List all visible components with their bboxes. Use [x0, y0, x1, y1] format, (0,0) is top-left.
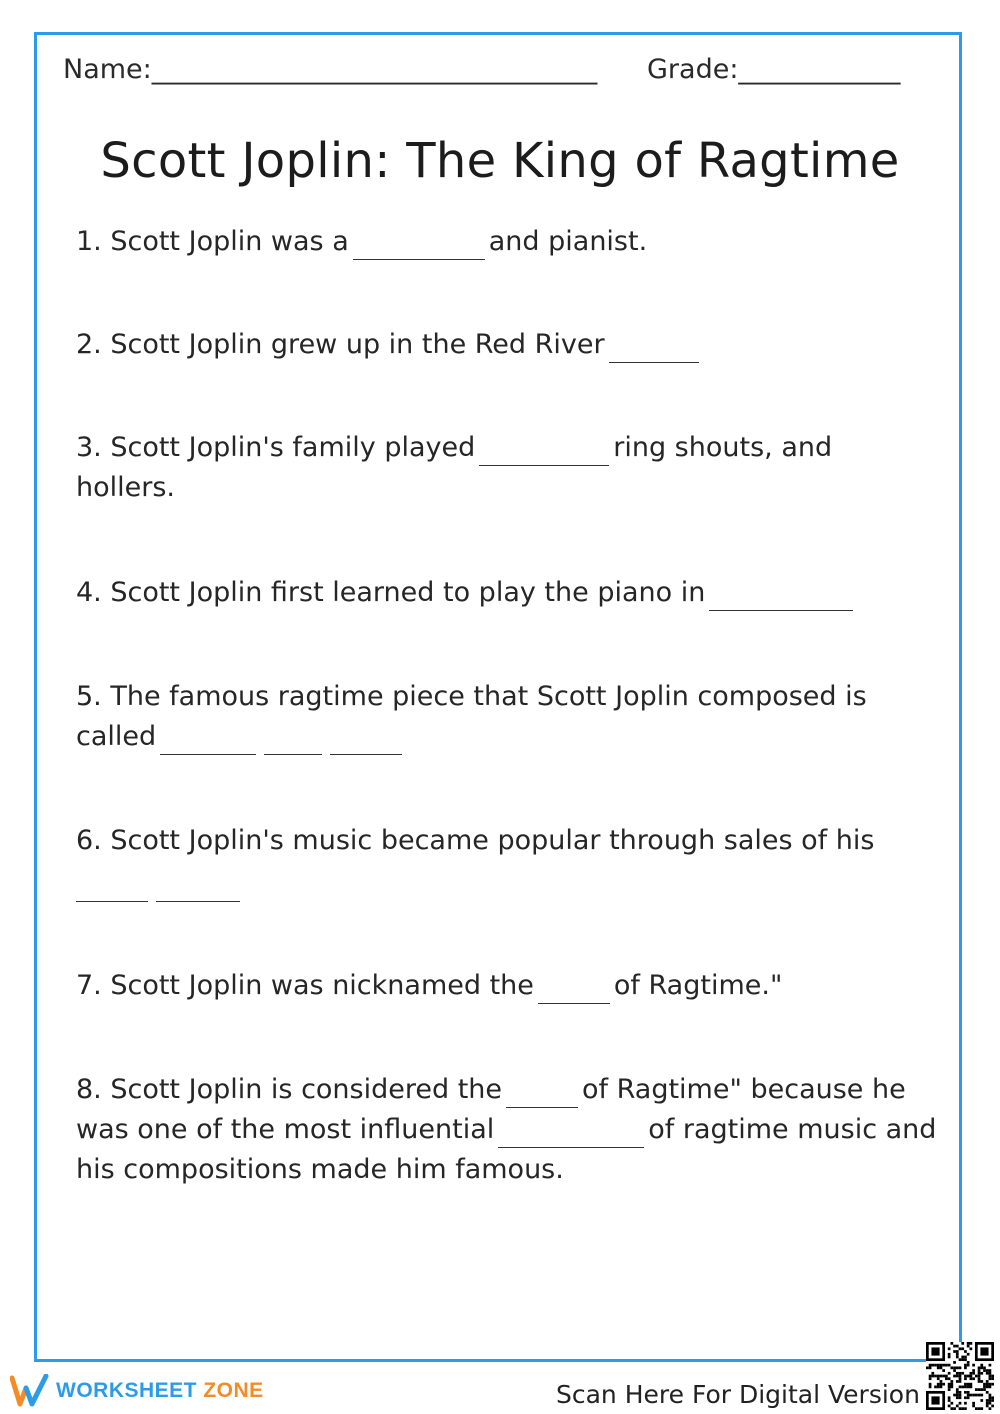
answer-blank[interactable]	[538, 976, 610, 1004]
scan-instruction: Scan Here For Digital Version	[556, 1380, 920, 1409]
qr-code-icon[interactable]	[926, 1342, 994, 1410]
question-6	[76, 821, 956, 861]
logo-word-1: WORKSHEET	[56, 1379, 197, 1402]
answer-blank[interactable]	[709, 583, 853, 611]
grade-field[interactable]: Grade:____________	[647, 54, 901, 85]
answer-blank[interactable]	[160, 727, 256, 755]
answer-blank[interactable]	[156, 874, 240, 902]
header-line	[63, 50, 943, 90]
question-7-text-end: of Ragtime."	[613, 970, 783, 1001]
worksheetzone-logo[interactable]	[10, 1374, 264, 1408]
answer-blank[interactable]	[264, 727, 322, 755]
question-8	[76, 1070, 956, 1190]
answer-blank[interactable]	[353, 232, 485, 260]
question-4	[76, 573, 956, 613]
answer-blank[interactable]	[330, 727, 402, 755]
question-1-text-end: and pianist.	[488, 226, 648, 257]
question-3-text-mid: ring shouts, and	[613, 432, 833, 463]
question-7	[76, 966, 956, 1006]
answer-blank[interactable]	[609, 335, 699, 363]
question-8-text-line2-end: of ragtime music and	[648, 1114, 937, 1145]
question-8-text-end: his compositions made him famous.	[76, 1154, 564, 1185]
question-1	[76, 222, 956, 262]
question-5-text: 5. The famous ragtime piece that Scott Joplin composed is	[76, 681, 867, 712]
answer-blank[interactable]	[76, 874, 148, 902]
question-4-text: 4. Scott Joplin first learned to play the piano in	[76, 577, 706, 608]
question-6-text: 6. Scott Joplin's music became popular through sales of his	[76, 825, 875, 856]
question-3-text-end: hollers.	[76, 472, 175, 503]
question-5-text-end: called	[76, 721, 157, 752]
worksheet-title: Scott Joplin: The King of Ragtime	[100, 133, 900, 189]
question-3-text: 3. Scott Joplin's family played	[76, 432, 476, 463]
question-8-text-mid: of Ragtime" because he	[582, 1074, 906, 1105]
question-2	[76, 325, 956, 365]
question-5	[76, 677, 956, 757]
name-field[interactable]: Name:_________________________________	[63, 54, 598, 85]
answer-blank[interactable]	[498, 1120, 644, 1148]
question-3	[76, 428, 956, 508]
question-8-text-line2: was one of the most influential	[76, 1114, 495, 1145]
answer-blank[interactable]	[506, 1080, 578, 1108]
answer-blank[interactable]	[479, 438, 609, 466]
question-8-text: 8. Scott Joplin is considered the	[76, 1074, 503, 1105]
logo-word-2: ZONE	[203, 1379, 264, 1402]
question-1-text: 1. Scott Joplin was a	[76, 226, 349, 257]
question-7-text: 7. Scott Joplin was nicknamed the	[76, 970, 534, 1001]
logo-text	[56, 1379, 264, 1403]
question-6-answers	[76, 864, 956, 904]
logo-w-icon	[10, 1374, 50, 1408]
question-2-text: 2. Scott Joplin grew up in the Red River	[76, 329, 605, 360]
